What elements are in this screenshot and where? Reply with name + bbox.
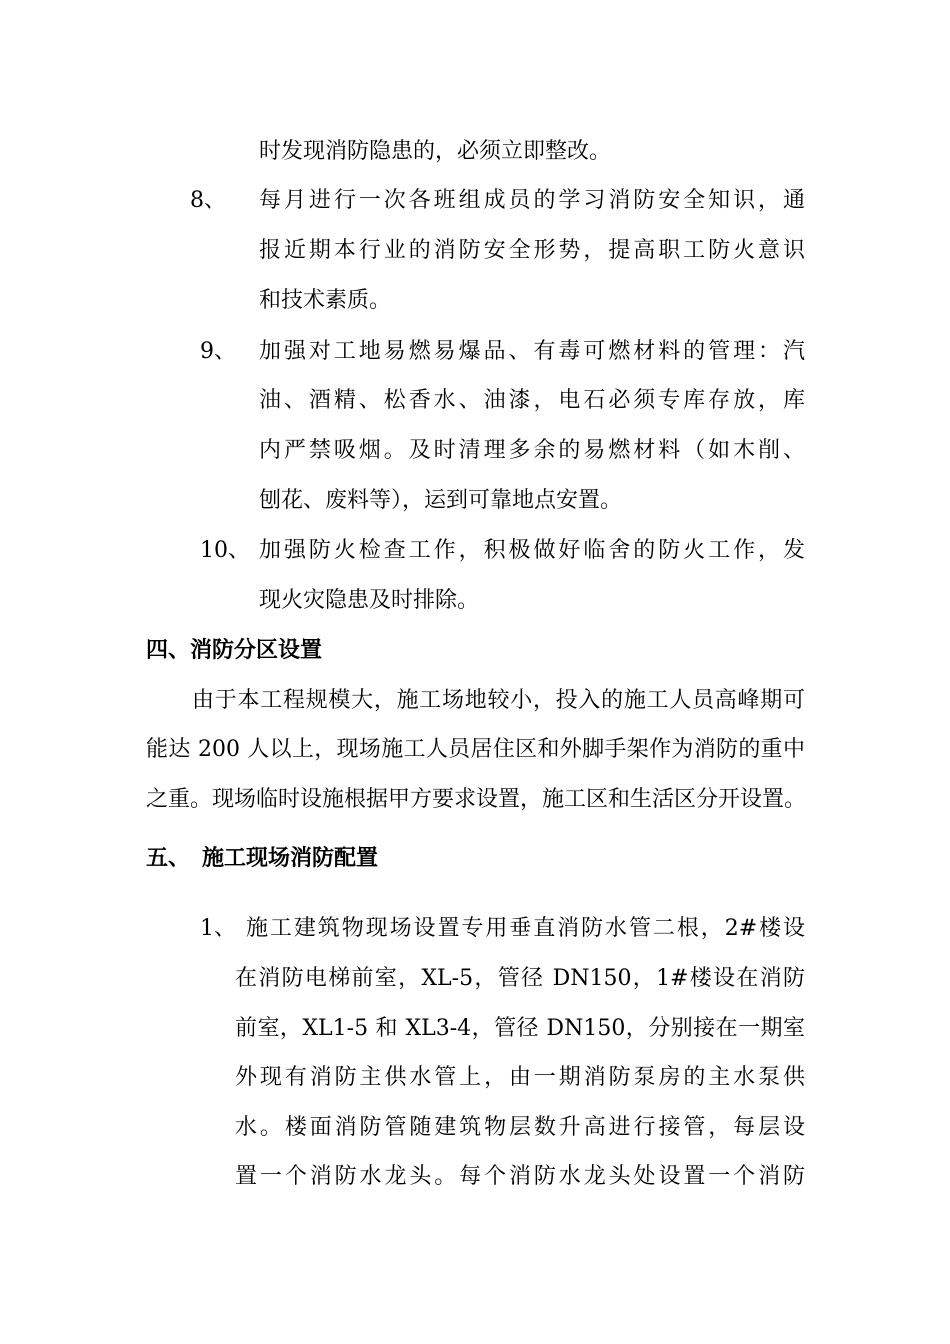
item-number: 8、: [190, 188, 226, 213]
section-heading: 施工现场消防配置: [202, 846, 379, 871]
item-line: 在消防电梯前室，XL-5，管径 DN150，1#楼设在消防: [235, 966, 805, 991]
item-line: 报近期本行业的消防安全形势，提高职工防火意识: [259, 238, 805, 263]
paragraph-line: 由于本工程规模大，施工场地较小，投入的施工人员高峰期可: [192, 688, 805, 713]
item-line: 和技术素质。: [259, 288, 392, 313]
item-number: 10、: [200, 538, 250, 563]
paragraph-line: 之重。现场临时设施根据甲方要求设置，施工区和生活区分开设置。: [146, 787, 807, 812]
section-heading: 四、消防分区设置: [146, 638, 323, 663]
paragraph-line: 能达 200 人以上，现场施工人员居住区和外脚手架作为消防的重中: [146, 737, 805, 762]
item-line: 加强对工地易燃易爆品、有毒可燃材料的管理：汽: [259, 339, 805, 364]
item-line: 前室，XL1-5 和 XL3-4，管径 DN150，分别接在一期室: [235, 1016, 805, 1041]
item-line: 刨花、废料等），运到可靠地点安置。: [259, 488, 623, 513]
item-number: 1、: [200, 916, 236, 941]
item-line: 水。楼面消防管随建筑物层数升高进行接管，每层设: [235, 1115, 805, 1140]
item-line: 每月进行一次各班组成员的学习消防安全知识，通: [259, 188, 805, 213]
item-line: 外现有消防主供水管上，由一期消防泵房的主水泵供: [235, 1065, 805, 1090]
item-line: 现火灾隐患及时排除。: [259, 588, 480, 613]
item-line: 油、酒精、松香水、油漆，电石必须专库存放，库: [259, 388, 805, 413]
item-line: 内严禁吸烟。及时清理多余的易燃材料（如木削、: [259, 438, 805, 463]
item-line: 施工建筑物现场设置专用垂直消防水管二根，2#楼设: [246, 916, 805, 941]
continuation-line: 时发现消防隐患的，必须立即整改。: [259, 139, 612, 164]
item-line: 加强防火检查工作，积极做好临舍的防火工作，发: [259, 538, 805, 563]
item-number: 9、: [200, 339, 236, 364]
item-line: 置一个消防水龙头。每个消防水龙头处设置一个消防: [235, 1164, 805, 1189]
section-heading-number: 五、: [146, 846, 191, 871]
